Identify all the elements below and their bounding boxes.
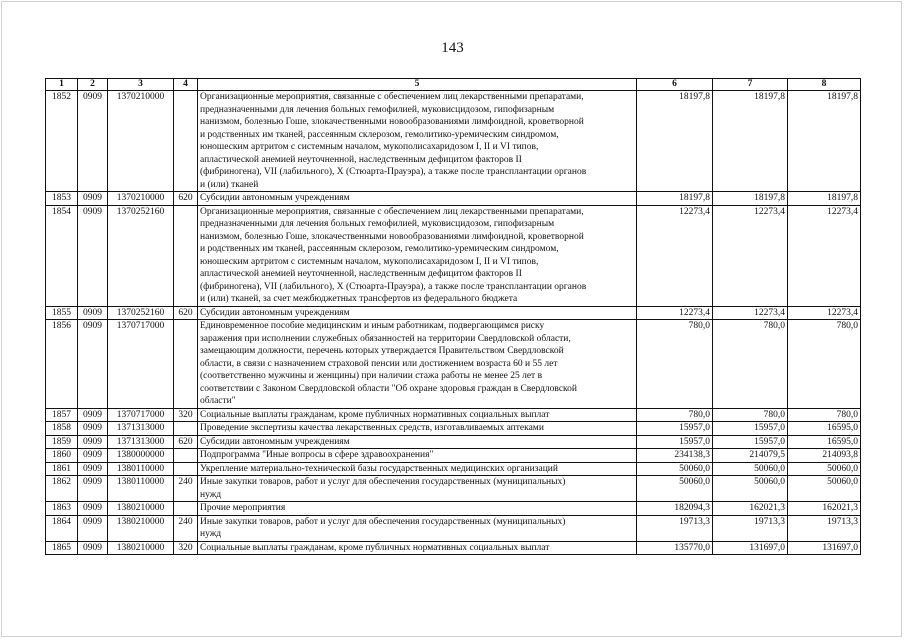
header-col-7: 7 <box>713 79 788 91</box>
table-row <box>46 306 861 320</box>
section-code: 0909 <box>78 205 108 306</box>
table-row <box>46 91 861 192</box>
description: Иные закупки товаров, работ и услуг для обеспечения государственных (муниципальных) нужд <box>198 515 637 541</box>
amount-col-8: 780,0 <box>788 320 861 409</box>
amount-col-6: 15957,0 <box>637 422 713 436</box>
amount-col-8: 780,0 <box>788 408 861 422</box>
target-code: 1380210000 <box>108 541 174 555</box>
expense-type <box>174 449 198 463</box>
section-code: 0909 <box>78 541 108 555</box>
row-number: 1863 <box>46 502 78 516</box>
expense-type <box>174 502 198 516</box>
amount-col-6: 18197,8 <box>637 192 713 206</box>
expense-type: 240 <box>174 476 198 502</box>
description: Организационные мероприятия, связанные с обеспечением лиц лекарственными препаратами, предназначенными для лечения больных гемофилией, муковисцидозом, гипофизарным нанизмом, болезнью Гоше, злокачественными новообразованиями лимфоидной, кроветворной и родственных им тканей, рассеянным склерозом, гемолитико-уремическим синдромом, юношеским артритом с системным началом, мукополисахаридозом I, II и VI типов, апластической анемией неуточненной, наследственным дефицитом факторов II (фибриногена), VII (лабильного), X (Стюарта-Прауэра), а также после трансплантации органов и (или) тканей <box>198 91 637 192</box>
section-code: 0909 <box>78 192 108 206</box>
row-number: 1853 <box>46 192 78 206</box>
row-number: 1852 <box>46 91 78 192</box>
section-code: 0909 <box>78 502 108 516</box>
row-number: 1856 <box>46 320 78 409</box>
expense-type <box>174 91 198 192</box>
amount-col-6: 182094,3 <box>637 502 713 516</box>
expense-type: 320 <box>174 408 198 422</box>
expense-type <box>174 462 198 476</box>
header-col-1: 1 <box>46 79 78 91</box>
table-row <box>46 541 861 555</box>
table-row <box>46 320 861 409</box>
description: Социальные выплаты гражданам, кроме публичных нормативных социальных выплат <box>198 408 637 422</box>
header-col-3: 3 <box>108 79 174 91</box>
amount-col-8: 50060,0 <box>788 462 861 476</box>
target-code: 1370252160 <box>108 205 174 306</box>
table-row <box>46 462 861 476</box>
amount-col-6: 12273,4 <box>637 205 713 306</box>
amount-col-6: 780,0 <box>637 408 713 422</box>
target-code: 1371313000 <box>108 422 174 436</box>
target-code: 1380000000 <box>108 449 174 463</box>
table-body <box>46 91 861 555</box>
amount-col-7: 18197,8 <box>713 91 788 192</box>
amount-col-8: 131697,0 <box>788 541 861 555</box>
target-code: 1370717000 <box>108 408 174 422</box>
section-code: 0909 <box>78 408 108 422</box>
amount-col-6: 135770,0 <box>637 541 713 555</box>
row-number: 1858 <box>46 422 78 436</box>
description: Субсидии автономным учреждениям <box>198 435 637 449</box>
target-code: 1380110000 <box>108 462 174 476</box>
amount-col-8: 162021,3 <box>788 502 861 516</box>
amount-col-7: 780,0 <box>713 408 788 422</box>
description: Субсидии автономным учреждениям <box>198 192 637 206</box>
target-code: 1370210000 <box>108 192 174 206</box>
expense-type: 620 <box>174 306 198 320</box>
amount-col-8: 16595,0 <box>788 435 861 449</box>
amount-col-8: 19713,3 <box>788 515 861 541</box>
target-code: 1370252160 <box>108 306 174 320</box>
section-code: 0909 <box>78 476 108 502</box>
table-row <box>46 449 861 463</box>
section-code: 0909 <box>78 91 108 192</box>
expense-type <box>174 422 198 436</box>
header-col-2: 2 <box>78 79 108 91</box>
amount-col-7: 50060,0 <box>713 462 788 476</box>
header-col-4: 4 <box>174 79 198 91</box>
description: Единовременное пособие медицинским и иным работникам, подвергающимся риску заражения при исполнении служебных обязанностей на территории Свердловской области, замещающим должности, перечень которых утверждается Правительством Свердловской области, в связи с назначением страховой пенсии или достижением возраста 60 и 55 лет (соответственно мужчины и женщины) при наличии стажа работы не менее 25 лет в соответствии с Законом Свердловской области "Об охране здоровья граждан в Свердловской области" <box>198 320 637 409</box>
amount-col-7: 780,0 <box>713 320 788 409</box>
page-number: 143 <box>441 40 464 56</box>
amount-col-8: 18197,8 <box>788 91 861 192</box>
amount-col-6: 234138,3 <box>637 449 713 463</box>
amount-col-7: 12273,4 <box>713 306 788 320</box>
target-code: 1380210000 <box>108 515 174 541</box>
description: Подпрограмма "Иные вопросы в сфере здравоохранения" <box>198 449 637 463</box>
section-code: 0909 <box>78 435 108 449</box>
amount-col-7: 18197,8 <box>713 192 788 206</box>
expense-type: 620 <box>174 192 198 206</box>
amount-col-8: 18197,8 <box>788 192 861 206</box>
amount-col-6: 12273,4 <box>637 306 713 320</box>
row-number: 1857 <box>46 408 78 422</box>
table-row <box>46 515 861 541</box>
row-number: 1854 <box>46 205 78 306</box>
section-code: 0909 <box>78 422 108 436</box>
row-number: 1860 <box>46 449 78 463</box>
target-code: 1370210000 <box>108 91 174 192</box>
target-code: 1371313000 <box>108 435 174 449</box>
description: Социальные выплаты гражданам, кроме публичных нормативных социальных выплат <box>198 541 637 555</box>
target-code: 1380110000 <box>108 476 174 502</box>
table-row <box>46 192 861 206</box>
header-col-8: 8 <box>788 79 861 91</box>
table-row <box>46 422 861 436</box>
row-number: 1859 <box>46 435 78 449</box>
amount-col-6: 50060,0 <box>637 462 713 476</box>
expense-type <box>174 320 198 409</box>
amount-col-8: 12273,4 <box>788 205 861 306</box>
row-number: 1865 <box>46 541 78 555</box>
amount-col-8: 214093,8 <box>788 449 861 463</box>
amount-col-6: 19713,3 <box>637 515 713 541</box>
amount-col-7: 50060,0 <box>713 476 788 502</box>
description: Организационные мероприятия, связанные с обеспечением лиц лекарственными препаратами, предназначенными для лечения больных гемофилией, муковисцидозом, гипофизарным нанизмом, болезнью Гоше, злокачественными новообразованиями лимфоидной, кроветворной и родственных им тканей, рассеянным склерозом, гемолитико-уремическим синдромом, юношеским артритом с системным началом, мукополисахаридозом I, II и VI типов, апластической анемией неуточненной, наследственным дефицитом факторов II (фибриногена), VII (лабильного), X (Стюарта-Прауэра), а также после трансплантации органов и (или) тканей, за счет межбюджетных трансфертов из федерального бюджета <box>198 205 637 306</box>
table-row <box>46 502 861 516</box>
section-code: 0909 <box>78 306 108 320</box>
amount-col-7: 214079,5 <box>713 449 788 463</box>
amount-col-7: 19713,3 <box>713 515 788 541</box>
header-col-5: 5 <box>198 79 637 91</box>
description: Укрепление материально-технической базы государственных медицинских организаций <box>198 462 637 476</box>
section-code: 0909 <box>78 449 108 463</box>
amount-col-8: 50060,0 <box>788 476 861 502</box>
section-code: 0909 <box>78 320 108 409</box>
section-code: 0909 <box>78 462 108 476</box>
amount-col-6: 50060,0 <box>637 476 713 502</box>
expense-type <box>174 205 198 306</box>
expense-type: 620 <box>174 435 198 449</box>
description: Проведение экспертизы качества лекарственных средств, изготавливаемых аптеками <box>198 422 637 436</box>
row-number: 1855 <box>46 306 78 320</box>
row-number: 1861 <box>46 462 78 476</box>
table-row <box>46 205 861 306</box>
budget-table <box>45 78 861 555</box>
row-number: 1864 <box>46 515 78 541</box>
amount-col-7: 15957,0 <box>713 422 788 436</box>
target-code: 1370717000 <box>108 320 174 409</box>
expense-type: 240 <box>174 515 198 541</box>
amount-col-6: 780,0 <box>637 320 713 409</box>
row-number: 1862 <box>46 476 78 502</box>
amount-col-6: 15957,0 <box>637 435 713 449</box>
amount-col-7: 131697,0 <box>713 541 788 555</box>
expense-type: 320 <box>174 541 198 555</box>
target-code: 1380210000 <box>108 502 174 516</box>
header-col-6: 6 <box>637 79 713 91</box>
description: Прочие мероприятия <box>198 502 637 516</box>
amount-col-8: 16595,0 <box>788 422 861 436</box>
table-row <box>46 476 861 502</box>
section-code: 0909 <box>78 515 108 541</box>
amount-col-7: 12273,4 <box>713 205 788 306</box>
amount-col-8: 12273,4 <box>788 306 861 320</box>
header-row <box>46 79 861 91</box>
amount-col-7: 15957,0 <box>713 435 788 449</box>
amount-col-6: 18197,8 <box>637 91 713 192</box>
description: Иные закупки товаров, работ и услуг для обеспечения государственных (муниципальных) нужд <box>198 476 637 502</box>
table-row <box>46 435 861 449</box>
amount-col-7: 162021,3 <box>713 502 788 516</box>
table-row <box>46 408 861 422</box>
description: Субсидии автономным учреждениям <box>198 306 637 320</box>
